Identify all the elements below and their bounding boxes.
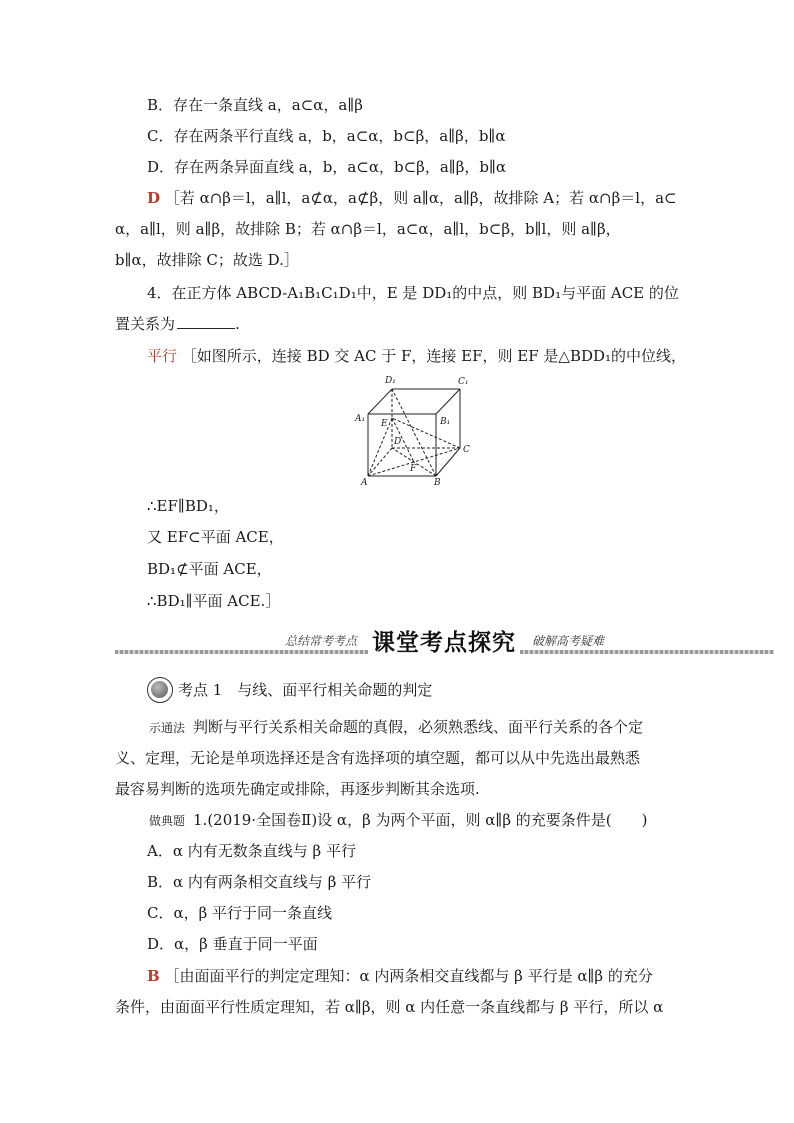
answer-3-line-2: α，a∥l，则 a∥β，故排除 B；若 α∩β＝l，a⊂α，a∥l，b⊂β，b∥l，则 a∥β，	[115, 220, 621, 238]
answer-3-letter: D	[147, 189, 161, 207]
example-question	[147, 810, 647, 830]
example-answer-letter: B	[147, 967, 160, 985]
cube-figure	[352, 372, 472, 488]
answer-3-line-3: b∥α，故排除 C；故选 D.］	[115, 251, 299, 269]
answer-4-line-1	[147, 346, 686, 366]
label-b1: B₁	[440, 417, 451, 427]
section-banner	[115, 624, 774, 660]
answer-3-line-1	[147, 188, 677, 208]
answer-3-text-1: ［若 α∩β＝l，a∥l，a⊄α，a⊄β，则 a∥α，a∥β，故排除 A；若 α∩β＝l，a⊂	[164, 189, 677, 207]
method-line-1	[147, 717, 643, 737]
label-b: B	[434, 478, 441, 488]
question-4-line-1: 4．在正方体 ABCD-A₁B₁C₁D₁中，E 是 DD₁的中点，则 BD₁与平面 ACE 的位	[147, 284, 679, 302]
example-question-text: 1.(2019·全国卷Ⅱ)设 α，β 为两个平面，则 α∥β 的充要条件是( )	[193, 811, 648, 829]
answer-blank	[177, 314, 235, 329]
answer-4-text-1: ［如图所示，连接 BD 交 AC 于 F，连接 EF，则 EF 是△BDD₁的中位线，	[181, 347, 687, 365]
example-option-b: B．α 内有两条相交直线与 β 平行	[147, 873, 372, 891]
label-d: D	[394, 437, 402, 447]
example-option-c: C．α，β 平行于同一条直线	[147, 904, 333, 922]
answer-4-step-4: ∴BD₁∥平面 ACE.］	[147, 592, 281, 610]
example-tag	[147, 813, 187, 829]
kaodian-circle-icon	[147, 677, 173, 703]
method-tag	[147, 720, 187, 736]
answer-4-step-2: 又 EF⊂平面 ACE，	[147, 528, 284, 546]
option-b: B．存在一条直线 a，a⊂α，a∥β	[147, 96, 363, 114]
example-answer-line-1	[147, 966, 653, 986]
label-c1: C₁	[458, 377, 469, 387]
example-answer-line-2: 条件，由面面平行性质定理知，若 α∥β，则 α 内任意一条直线都与 β 平行，所以 α	[115, 998, 664, 1016]
banner-right-text: 破解高考疑难	[532, 634, 605, 648]
example-answer-text-1: ［由面面平行的判定定理知：α 内两条相交直线都与 β 平行是 α∥β 的充分	[164, 967, 653, 985]
answer-4-label: 平行	[147, 347, 178, 365]
question-4-line-2	[115, 314, 240, 334]
method-line-2: 义、定理，无论是单项选择还是含有选择项的填空题，都可以从中先选出最熟悉	[115, 749, 641, 767]
label-a: A	[361, 478, 368, 488]
example-option-a: A．α 内有无数条直线与 β 平行	[147, 842, 356, 860]
example-tag-text: 做典题	[149, 814, 186, 828]
option-c: C．存在两条平行直线 a，b，a⊂α，b⊂β，a∥β，b∥α	[147, 127, 506, 145]
option-d: D．存在两条异面直线 a，b，a⊂α，b⊂β，a∥β，b∥α	[147, 158, 507, 176]
method-line-3: 最容易判断的选项先确定或排除，再逐步判断其余选项.	[115, 780, 480, 798]
banner-left-text: 总结常考考点	[285, 634, 358, 648]
method-text-1: 判断与平行关系相关命题的真假，必须熟悉线、面平行关系的各个定	[193, 718, 644, 736]
question-4-text-2: 置关系为	[115, 315, 176, 333]
answer-4-step-3: BD₁⊄平面 ACE，	[147, 560, 272, 578]
label-d1: D₁	[385, 376, 396, 386]
answer-4-step-1: ∴EF∥BD₁，	[147, 497, 229, 515]
banner-title: 课堂考点探究	[368, 624, 520, 657]
method-tag-text: 示通法	[149, 721, 186, 735]
label-f: F	[410, 464, 417, 474]
label-a1: A₁	[355, 414, 366, 424]
label-c: C	[463, 445, 470, 455]
question-4-end: .	[235, 315, 240, 333]
kaodian-title: 考点 1 与线、面平行相关命题的判定	[178, 681, 433, 699]
example-option-d: D．α，β 垂直于同一平面	[147, 935, 318, 953]
label-e: E	[381, 419, 388, 429]
